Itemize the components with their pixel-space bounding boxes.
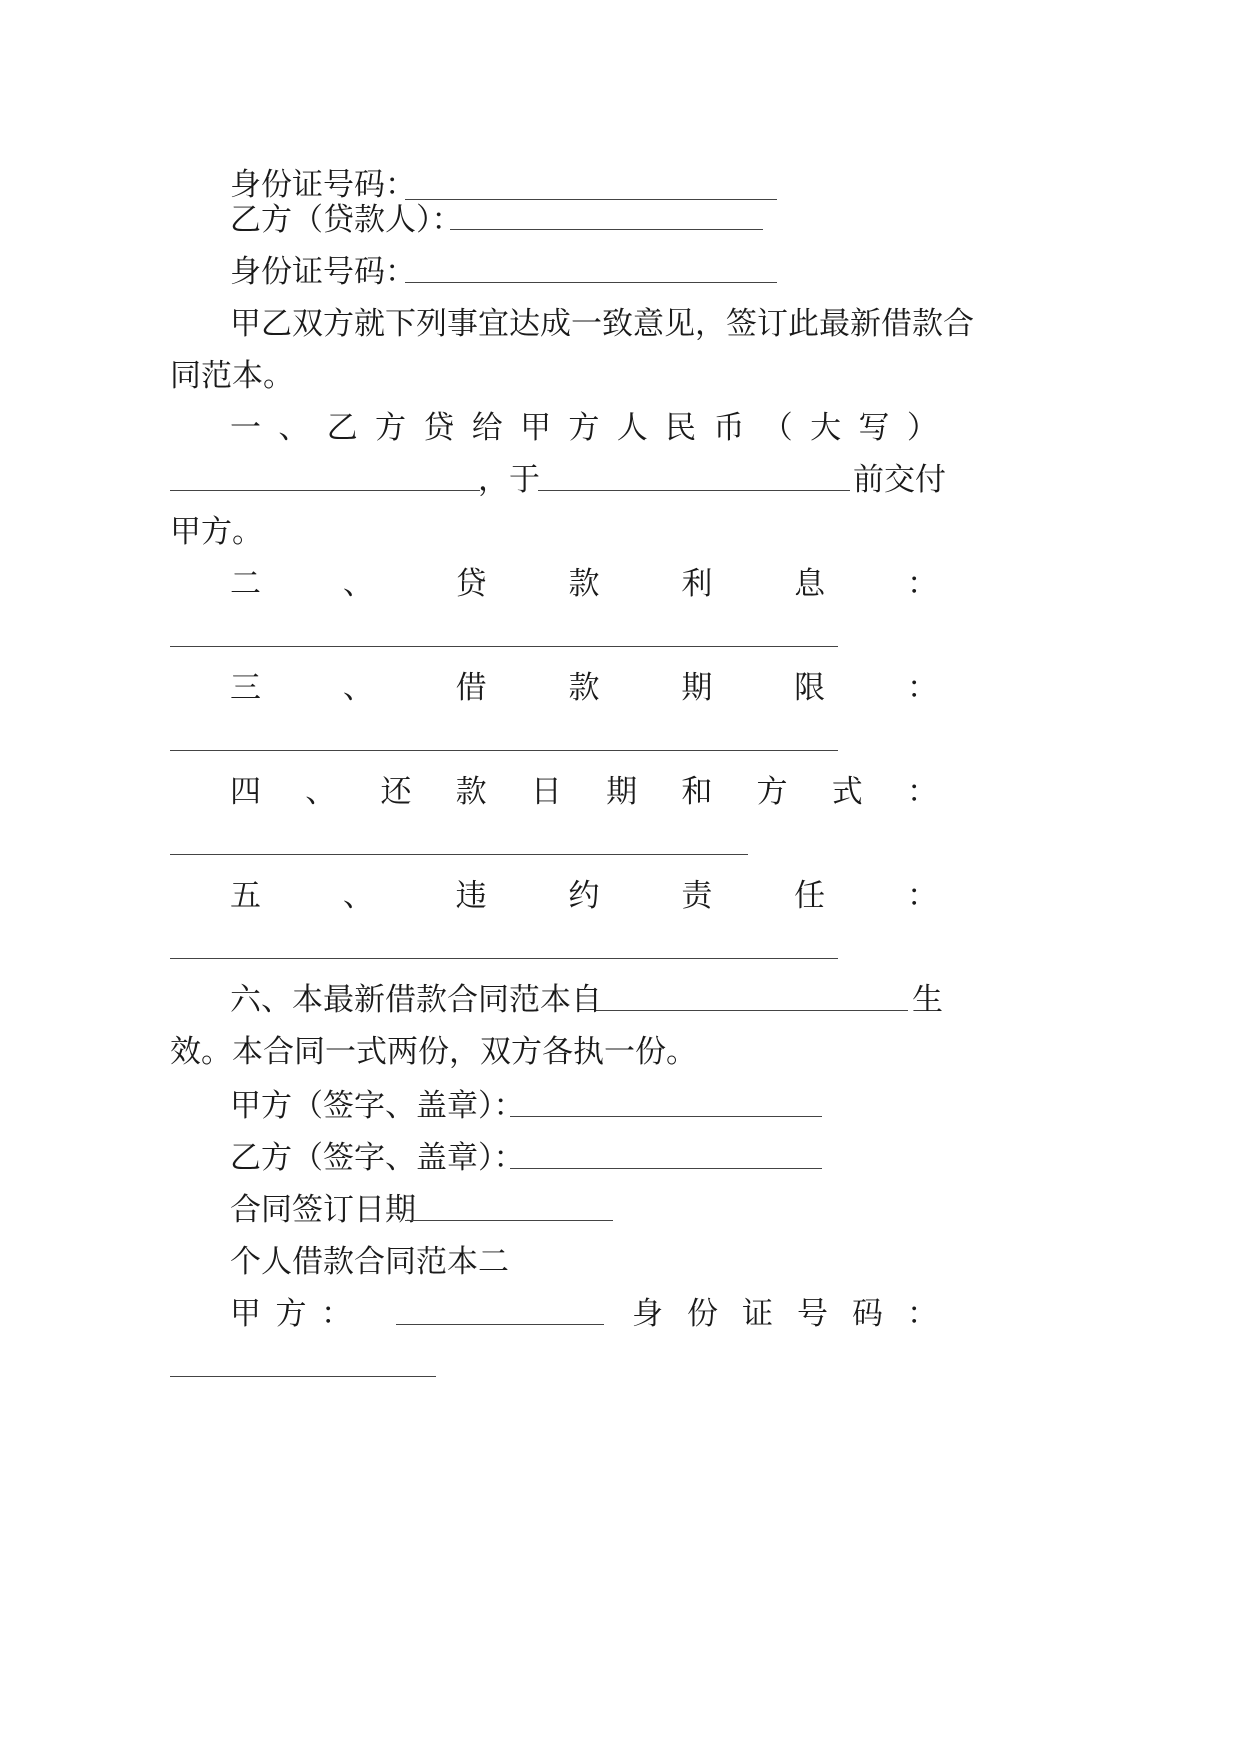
clause-2-char: 款: [568, 566, 600, 602]
clause-4-char: 和: [681, 774, 713, 810]
clause-4-char: 方: [756, 774, 788, 810]
party-a-char: ：: [321, 1296, 352, 1332]
loan-term-blank[interactable]: [170, 750, 838, 751]
loan-date-blank[interactable]: [538, 490, 850, 491]
clause-4-char: 期: [606, 774, 638, 810]
id-char: ：: [907, 1296, 938, 1332]
clause-2-char: 贷: [455, 566, 487, 602]
clause-1-char: 人: [616, 410, 648, 446]
party-a-signature-blank[interactable]: [510, 1116, 822, 1117]
clause-1-tail-text: 甲方。: [170, 514, 263, 550]
clause-5-heading: [230, 876, 938, 916]
clause-3-char: 期: [681, 670, 713, 706]
clause-1-char: （: [761, 410, 793, 446]
clause-1-char: 、: [278, 410, 310, 446]
agreement-text-1: 甲乙双方就下列事宜达成一致意见，签订此最新借款合: [230, 306, 974, 342]
template-two-id-label: [632, 1294, 938, 1334]
id-char: 证: [742, 1296, 773, 1332]
clause-1-char: 币: [713, 410, 745, 446]
party-a-signature-line: [0, 1086, 1241, 1126]
clause-3-char: 、: [342, 670, 374, 706]
clause-1-char: 一: [230, 410, 261, 446]
clause-6-tail-text: 效。本合同一式两份，双方各执一份。: [170, 1034, 697, 1070]
clause-4-blank-line: [0, 824, 1241, 864]
template-two-id-blank[interactable]: [170, 1376, 436, 1377]
agreement-line-1: [0, 304, 1241, 344]
clause-1-heading: [230, 408, 938, 448]
clause-1-char: 方: [568, 410, 600, 446]
template-two-party-a-label: [230, 1294, 352, 1334]
clause-6-line-2: [0, 1032, 1241, 1072]
clause-3-char: 限: [794, 670, 826, 706]
clause-1-line-2: [0, 460, 1241, 500]
agreement-text-2: 同范本。: [170, 358, 294, 394]
clause-2-blank-line: [0, 616, 1241, 656]
clause-1-char: 写: [858, 410, 890, 446]
clause-1-end-text: 前交付: [853, 462, 946, 498]
id-char: 身: [632, 1296, 663, 1332]
id-char: 份: [687, 1296, 718, 1332]
clause-1-char: 大: [810, 410, 842, 446]
lender-label: 乙方（贷款人）：: [230, 202, 463, 238]
template-two-party-a-blank[interactable]: [396, 1324, 604, 1325]
sign-date-blank[interactable]: [405, 1220, 613, 1221]
clause-4-char: 还: [380, 774, 412, 810]
clause-4-char: 式: [831, 774, 863, 810]
id-char: 码: [852, 1296, 883, 1332]
clause-2-char: 、: [342, 566, 374, 602]
lender-id-line: [0, 252, 1241, 292]
clause-3-char: ：: [906, 670, 938, 706]
template-two-party-line: [0, 1294, 1241, 1334]
agreement-line-2: [0, 356, 1241, 396]
clause-5-char: 违: [455, 878, 487, 914]
clause-4-char: 款: [455, 774, 487, 810]
lender-line: [0, 200, 1241, 240]
clause-4-char: 日: [530, 774, 562, 810]
clause-4-char: 四: [230, 774, 261, 810]
template-two-id-blank-line: [0, 1346, 1241, 1386]
clause-4-heading: [230, 772, 938, 812]
interest-blank[interactable]: [170, 646, 838, 647]
clause-6-line-1: [0, 980, 1241, 1020]
id-char: 号: [797, 1296, 828, 1332]
clause-2-heading: [230, 564, 938, 604]
clause-2-char: 利: [681, 566, 713, 602]
clause-1-char: 民: [665, 410, 697, 446]
lender-blank[interactable]: [450, 229, 763, 230]
clause-5-blank-line: [0, 928, 1241, 968]
lender-id-blank[interactable]: [405, 282, 777, 283]
party-b-signature-blank[interactable]: [510, 1168, 822, 1169]
clause-5-char: 、: [342, 878, 374, 914]
clause-4-char: ：: [906, 774, 938, 810]
clause-6-text: 六、本最新借款合同范本自: [230, 982, 602, 1018]
clause-1-line-1: [0, 408, 1241, 448]
clause-2-char: 二: [230, 566, 261, 602]
party-a-char: 甲: [230, 1296, 261, 1332]
clause-1-char: 乙: [326, 410, 358, 446]
clause-6-end-text: 生: [912, 982, 943, 1018]
clause-1-char: 方: [375, 410, 407, 446]
clause-1-mid-text: ，于: [478, 462, 540, 498]
breach-blank[interactable]: [170, 958, 838, 959]
clause-5-char: ：: [906, 878, 938, 914]
party-a-signature-label: 甲方（签字、盖章）：: [230, 1088, 525, 1124]
party-b-signature-label: 乙方（签字、盖章）：: [230, 1140, 525, 1176]
effective-date-blank[interactable]: [596, 1010, 908, 1011]
borrower-id-label: 身份证号码：: [230, 167, 416, 203]
clause-3-char: 三: [230, 670, 261, 706]
clause-2-line: [0, 564, 1241, 604]
party-b-signature-line: [0, 1138, 1241, 1178]
lender-id-label: 身份证号码：: [230, 254, 416, 290]
borrower-id-line: [0, 165, 1241, 205]
clause-1-line-3: [0, 512, 1241, 552]
clause-4-line: [0, 772, 1241, 812]
clause-1-char: 贷: [423, 410, 455, 446]
template-two-heading-line: [0, 1242, 1241, 1282]
sign-date-line: [0, 1190, 1241, 1230]
repayment-blank[interactable]: [170, 854, 748, 855]
clause-2-char: ：: [906, 566, 938, 602]
clause-4-char: 、: [305, 774, 337, 810]
loan-amount-blank[interactable]: [170, 490, 480, 491]
party-a-char: 方: [275, 1296, 307, 1332]
template-two-heading: 个人借款合同范本二: [230, 1244, 509, 1280]
clause-3-line: [0, 668, 1241, 708]
clause-2-char: 息: [794, 566, 826, 602]
clause-5-char: 任: [794, 878, 826, 914]
clause-5-line: [0, 876, 1241, 916]
clause-5-char: 约: [568, 878, 600, 914]
clause-3-heading: [230, 668, 938, 708]
clause-1-char: 给: [471, 410, 503, 446]
clause-3-blank-line: [0, 720, 1241, 760]
clause-1-char: ）: [906, 410, 938, 446]
sign-date-label: 合同签订日期: [230, 1192, 416, 1228]
clause-3-char: 借: [455, 670, 487, 706]
clause-5-char: 五: [230, 878, 261, 914]
clause-1-char: 甲: [520, 410, 552, 446]
clause-5-char: 责: [681, 878, 713, 914]
clause-3-char: 款: [568, 670, 600, 706]
